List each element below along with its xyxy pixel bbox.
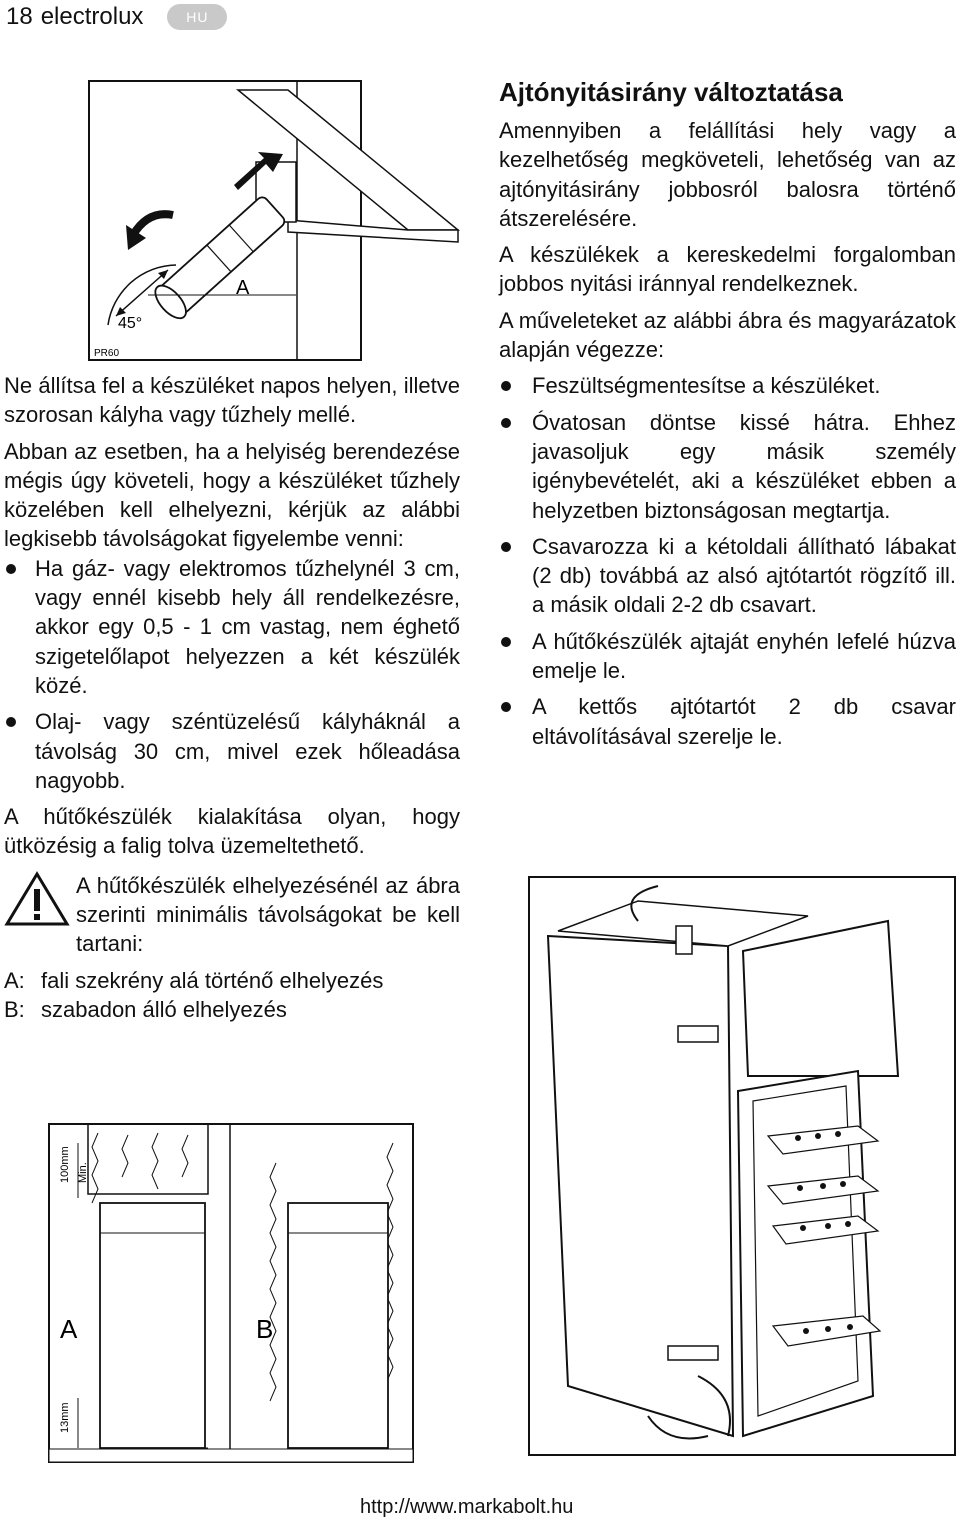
left-column	[4, 371, 460, 1024]
paragraph-placement: Ne állítsa fel a készüléket napos helyen, illetve szorosan kályha vagy tűzhely mellé.	[4, 373, 460, 428]
language-badge: HU	[167, 4, 227, 30]
definition-key: A:	[4, 967, 25, 993]
definition-b	[4, 995, 460, 1024]
warning-text: A hűtőkészülék elhelyezésénél az ábra szerinti minimális távolságokat be kell tartani:	[76, 872, 460, 957]
warning-block	[4, 871, 460, 959]
paragraph-intro: Amennyiben a felállítási hely vagy a kezelhetőség megköveteli, lehetőség van az ajtónyitásirány jobbosról balosra történő átszerelésére.	[499, 118, 956, 231]
page-header	[6, 3, 227, 31]
list-item: A kettős ajtótartót 2 db csavar eltávolításával szerelje le.	[499, 692, 956, 751]
distance-list	[4, 554, 460, 795]
brand-name: electrolux	[40, 3, 144, 30]
paragraph-wall: A hűtőkészülék kialakítása olyan, hogy ütközésig a falig tolva üzemeltethető.	[4, 804, 460, 859]
figure-code: PR60	[94, 348, 120, 359]
definition-value: szabadon álló elhelyezés	[41, 996, 287, 1022]
figure-label-b: B	[256, 1314, 274, 1344]
wall-spacer-figure	[88, 80, 463, 362]
list-item: Olaj- vagy széntüzelésű kályháknál a távolság 30 cm, mivel ezek hőleadása nagyobb.	[4, 707, 460, 795]
definition-value: fali szekrény alá történő elhelyezés	[41, 967, 384, 993]
paragraph-steps: A műveleteket az alábbi ábra és magyarázatok alapján végezze:	[499, 307, 956, 363]
paragraph-default: A készülékek a kereskedelmi forgalomban jobbos nyitási iránnyal rendelkeznek.	[499, 242, 956, 297]
list-item: Feszültségmentesítse a készüléket.	[499, 371, 956, 400]
steps-list	[499, 371, 956, 751]
warning-icon	[4, 871, 76, 934]
dim-100mm: 100mm	[59, 1146, 71, 1183]
door-reversal-figure	[528, 876, 956, 1456]
list-item: Ha gáz- vagy elektromos tűzhelynél 3 cm, vagy ennél kisebb hely áll rendelkezésre, akkor egy 0,5 - 1 cm vastag, nem éghető szigetelőlapot helyezzen a két készülék közé.	[4, 554, 460, 700]
figure-label-angle: 45°	[118, 315, 143, 332]
definition-key: B:	[4, 996, 25, 1022]
figure-label-a: A	[236, 277, 250, 299]
dim-min: Min.	[77, 1162, 89, 1183]
definition-a	[4, 966, 460, 995]
figure-label-a: A	[60, 1314, 78, 1344]
right-column	[499, 76, 956, 751]
list-item: A hűtőkészülék ajtaját enyhén lefelé húzva emelje le.	[499, 627, 956, 686]
page-number: 18	[6, 3, 33, 30]
section-title: Ajtónyitásirány változtatása	[499, 77, 843, 107]
list-item: Csavarozza ki a kétoldali állítható lábakat (2 db) továbbá az alsó ajtótartót rögzítő ill. a másik oldali 2-2 db csavart.	[499, 532, 956, 620]
placement-figure	[48, 1123, 414, 1463]
list-item: Óvatosan döntse kissé hátra. Ehhez javasoljuk egy másik személy igénybevételét, aki a készüléket ebben a helyzetben biztonságosan megtartja.	[499, 408, 956, 525]
footer-url: http://www.markabolt.hu	[360, 1496, 574, 1518]
dim-13mm: 13mm	[59, 1402, 71, 1433]
paragraph-distances: Abban az esetben, ha a helyiség berendezése mégis úgy követeli, hogy a készüléket tűzhely közelében kell elhelyezni, kérjük az alábbi legkisebb távolságokat figyelembe venni:	[4, 438, 460, 552]
